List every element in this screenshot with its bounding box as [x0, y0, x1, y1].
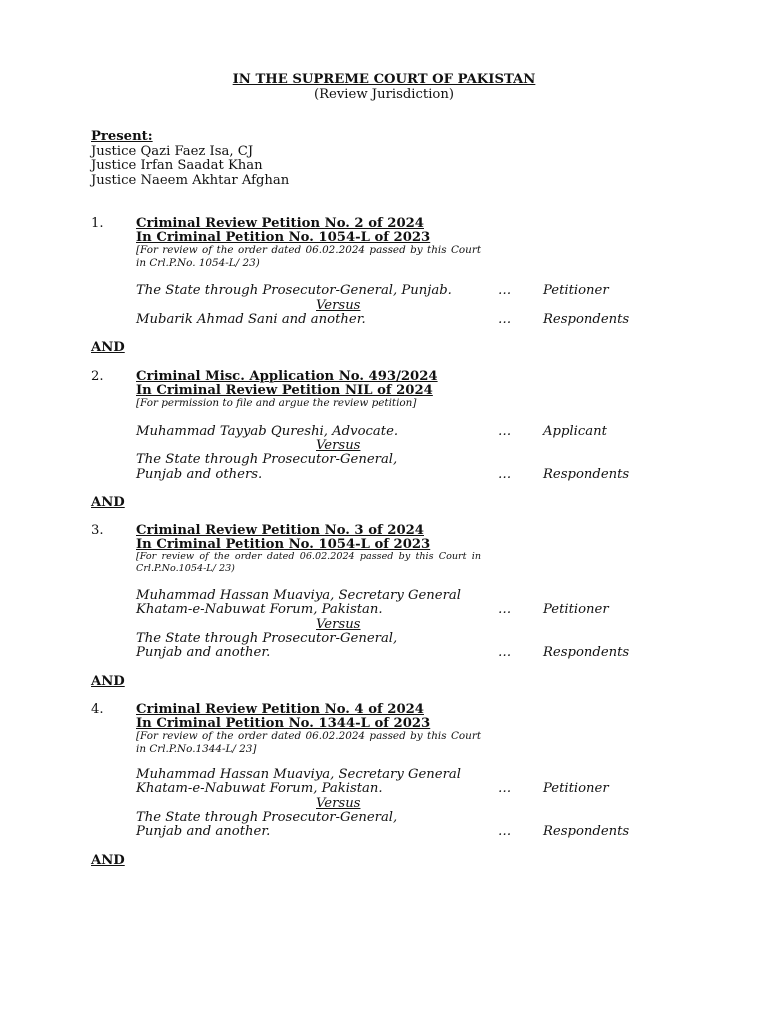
- judge-2: Justice Irfan Saadat Khan: [91, 158, 263, 173]
- case-1-petitioner: The State through Prosecutor-General, Punjab.: [136, 283, 452, 298]
- case-2-respondent-line-2: Punjab and others.: [136, 467, 263, 482]
- case-4-number: 4.: [91, 702, 104, 717]
- case-2-note: [For permission to file and argue the review petition]: [136, 397, 417, 409]
- case-2-role-1: Applicant: [543, 424, 607, 439]
- case-3-number: 3.: [91, 523, 104, 538]
- case-1-versus: Versus: [316, 298, 361, 313]
- case-2-number: 2.: [91, 369, 104, 384]
- case-2-title: Criminal Misc. Application No. 493/2024: [136, 369, 438, 384]
- case-1-title: Criminal Review Petition No. 2 of 2024: [136, 216, 424, 231]
- case-1-note: [For review of the order dated 06.02.2024 passed by this Court in Crl.P.No. 1054-L/ 23): [136, 244, 481, 269]
- case-1-number: 1.: [91, 216, 104, 231]
- case-3-petitioner-line-1: Muhammad Hassan Muaviya, Secretary General: [136, 588, 461, 603]
- case-4-dots-1: …: [498, 781, 512, 796]
- case-3-respondent-line-1: The State through Prosecutor-General,: [136, 631, 398, 646]
- case-3-dots-1: …: [498, 602, 512, 617]
- case-1-subtitle: In Criminal Petition No. 1054-L of 2023: [136, 230, 431, 245]
- case-4-dots-2: …: [498, 824, 512, 839]
- case-4-respondent-line-1: The State through Prosecutor-General,: [136, 810, 398, 825]
- case-2-dots-1: …: [498, 424, 512, 439]
- case-4-subtitle: In Criminal Petition No. 1344-L of 2023: [136, 716, 431, 731]
- case-4-role-1: Petitioner: [543, 781, 609, 796]
- case-2-subtitle: In Criminal Review Petition NIL of 2024: [136, 383, 433, 398]
- case-3-title: Criminal Review Petition No. 3 of 2024: [136, 523, 424, 538]
- and-separator-4: AND: [91, 853, 125, 868]
- case-1-dots-2: …: [498, 312, 512, 327]
- case-3-versus: Versus: [316, 617, 361, 632]
- jurisdiction-subtitle: (Review Jurisdiction): [313, 87, 455, 102]
- case-4-petitioner-line-1: Muhammad Hassan Muaviya, Secretary General: [136, 767, 461, 782]
- case-2-applicant: Muhammad Tayyab Qureshi, Advocate.: [136, 424, 399, 439]
- case-2-dots-2: …: [498, 467, 512, 482]
- court-title: IN THE SUPREME COURT OF PAKISTAN: [232, 72, 536, 87]
- case-4-petitioner-line-2: Khatam-e-Nabuwat Forum, Pakistan.: [136, 781, 383, 796]
- judge-1: Justice Qazi Faez Isa, CJ: [91, 144, 254, 159]
- judge-3: Justice Naeem Akhtar Afghan: [91, 173, 290, 188]
- case-3-role-2: Respondents: [543, 645, 630, 660]
- case-2-versus: Versus: [316, 438, 361, 453]
- case-1-respondent: Mubarik Ahmad Sani and another.: [136, 312, 366, 327]
- present-label: Present:: [91, 129, 153, 144]
- case-1-role-1: Petitioner: [543, 283, 609, 298]
- case-4-versus: Versus: [316, 796, 361, 811]
- case-3-respondent-line-2: Punjab and another.: [136, 645, 271, 660]
- and-separator-3: AND: [91, 674, 125, 689]
- case-4-role-2: Respondents: [543, 824, 630, 839]
- case-3-role-1: Petitioner: [543, 602, 609, 617]
- case-3-dots-2: …: [498, 645, 512, 660]
- and-separator-2: AND: [91, 495, 125, 510]
- case-1-dots-1: …: [498, 283, 512, 298]
- case-4-note: [For review of the order dated 06.02.2024 passed by this Court in Crl.P.No.1344-L/ 23]: [136, 730, 481, 755]
- case-4-respondent-line-2: Punjab and another.: [136, 824, 271, 839]
- case-3-note: [For review of the order dated 06.02.2024 passed by this Court in Crl.P.No.1054-L/ 23): [136, 551, 481, 574]
- case-3-petitioner-line-2: Khatam-e-Nabuwat Forum, Pakistan.: [136, 602, 383, 617]
- case-3-subtitle: In Criminal Petition No. 1054-L of 2023: [136, 537, 431, 552]
- case-1-role-2: Respondents: [543, 312, 630, 327]
- and-separator-1: AND: [91, 340, 125, 355]
- case-2-role-2: Respondents: [543, 467, 630, 482]
- case-4-title: Criminal Review Petition No. 4 of 2024: [136, 702, 424, 717]
- case-2-respondent-line-1: The State through Prosecutor-General,: [136, 452, 398, 467]
